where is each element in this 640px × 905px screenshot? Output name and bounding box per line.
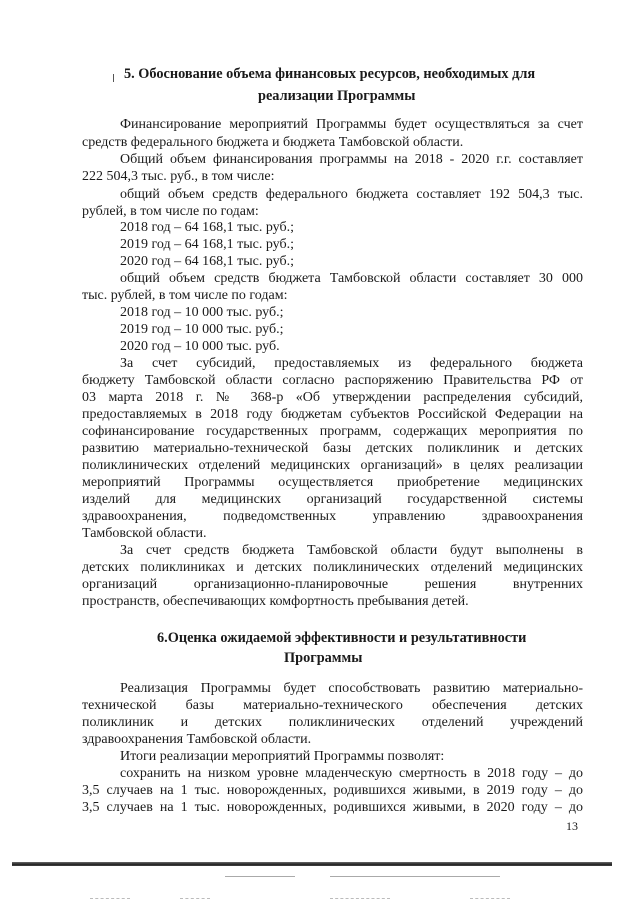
section-5-line: 2020 год – 10 000 тыс. руб. [120, 339, 280, 354]
section-5-line: организаций организационно-планировочные решения внутренних [82, 577, 583, 592]
section-5-line: развитию материально-технической базы детских поликлиник и детских [82, 441, 583, 456]
section-6-line: Реализация Программы будет способствовать развитию материально- [120, 681, 583, 696]
section-5-line: Общий объем финансирования программы на 2018 - 2020 г.г. составляет [120, 152, 583, 167]
section-5-line: детских поликлиниках и детских поликлинических отделений медицинских [82, 560, 583, 575]
section-5-line: Тамбовской области. [82, 526, 207, 541]
scan-edge-dash [180, 898, 210, 900]
scan-edge-bar [12, 862, 612, 866]
section-5-line: средств федерального бюджета и бюджета Тамбовской области. [82, 135, 464, 150]
section-5-line: 2019 год – 64 168,1 тыс. руб.; [120, 237, 294, 252]
scan-edge-dash [90, 898, 130, 900]
section-6-line: здравоохранения Тамбовской области. [82, 732, 312, 747]
section-6-title-line-2: Программы [284, 650, 363, 666]
section-5-line: софинансирование государственных программ, содержащих мероприятия по [82, 424, 583, 439]
section-5-title-line-2: реализации Программы [258, 88, 416, 104]
section-5-line: общий объем средств бюджета Тамбовской области составляет 30 000 [120, 271, 583, 286]
section-5-line: Финансирование мероприятий Программы будет осуществляться за счет [120, 117, 583, 132]
section-6-line: Итоги реализации мероприятий Программы позволят: [120, 749, 445, 764]
section-6-line: поликлиник и детских поликлинических отделений учреждений [82, 715, 583, 730]
section-5-line: 2018 год – 64 168,1 тыс. руб.; [120, 220, 294, 235]
section-5-line: изделий для медицинских организаций государственной системы [82, 492, 583, 507]
scan-edge-dash [330, 898, 390, 900]
section-6-line: сохранить на низком уровне младенческую смертность в 2018 году – до [120, 766, 583, 781]
section-5-line: тыс. рублей, в том числе по годам: [82, 288, 288, 303]
section-5-line: мероприятий Программы осуществляется приобретение медицинских [82, 475, 583, 490]
scan-edge-dash [470, 898, 510, 900]
section-5-line: 2020 год – 64 168,1 тыс. руб.; [120, 254, 294, 269]
section-5-line: предоставляемых в 2018 году бюджетам субъектов Российской Федерации на [82, 407, 583, 422]
section-5-line: поликлинических отделений медицинских организаций» в целях реализации [82, 458, 583, 473]
section-5-line: здравоохранения, подведомственных управлению здравоохранения [82, 509, 583, 524]
scan-edge-line [225, 876, 295, 877]
section-6-title-line-1: 6.Оценка ожидаемой эффективности и результативности [157, 630, 527, 646]
section-6-line: технической базы материально-технического обеспечения детских [82, 698, 583, 713]
section-5-line: 2018 год – 10 000 тыс. руб.; [120, 305, 284, 320]
section-5-title-line-1: 5. Обоснование объема финансовых ресурсов, необходимых для [124, 66, 536, 82]
page-number: 13 [566, 819, 578, 833]
section-5-line: 03 марта 2018 г. № 368-р «Об утверждении распределения субсидий, [82, 390, 583, 405]
section-5-line: бюджету Тамбовской области согласно распоряжению Правительства РФ от [82, 373, 583, 388]
scan-edge-line [330, 876, 500, 877]
section-5-line: За счет средств бюджета Тамбовской области будут выполнены в [120, 543, 583, 558]
section-6-line: 3,5 случаев на 1 тыс. новорожденных, родившихся живыми, в 2019 году – до [82, 783, 583, 798]
section-5-line: общий объем средств федерального бюджета составляет 192 504,3 тыс. [120, 187, 583, 202]
scan-mark [113, 74, 117, 82]
section-5-line: За счет субсидий, предоставляемых из федерального бюджета [120, 356, 583, 371]
section-5-line: рублей, в том числе по годам: [82, 204, 259, 219]
section-5-line: пространств, обеспечивающих комфортность пребывания детей. [82, 594, 469, 609]
section-5-line: 222 504,3 тыс. руб., в том числе: [82, 169, 275, 184]
section-5-line: 2019 год – 10 000 тыс. руб.; [120, 322, 284, 337]
section-6-line: 3,5 случаев на 1 тыс. новорожденных, родившихся живыми, в 2020 году – до [82, 800, 583, 815]
